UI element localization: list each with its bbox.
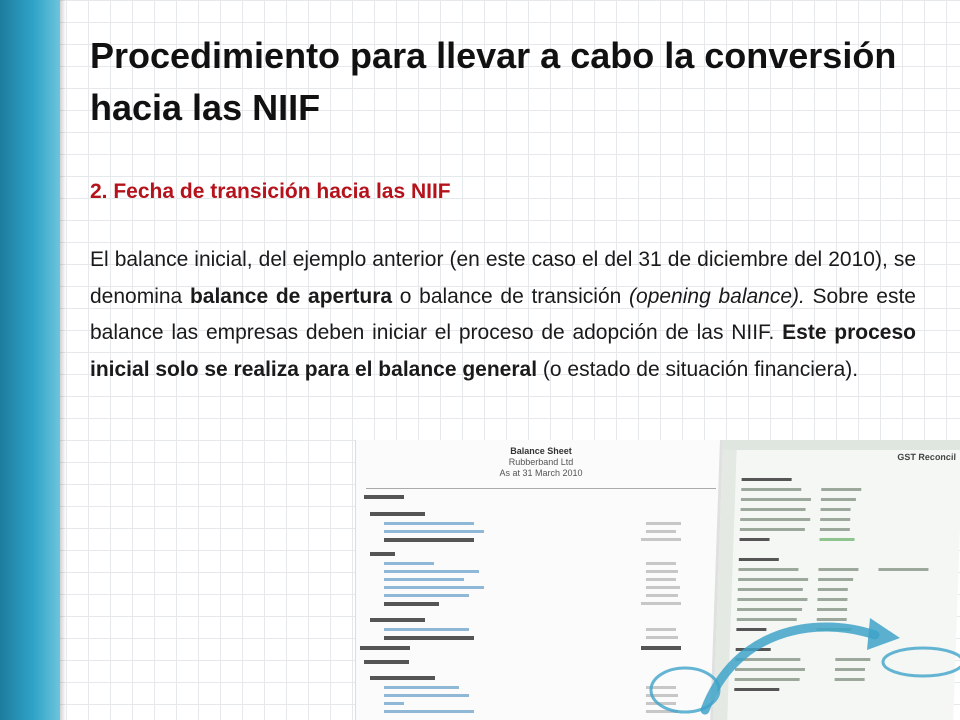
paragraph-bold-1: balance de apertura bbox=[189, 284, 393, 308]
balance-sheet-title: Balance Sheet bbox=[510, 446, 572, 456]
slide-title: Procedimiento para llevar a cabo la conversión hacia las NIIF bbox=[90, 35, 897, 128]
balance-sheet-date: As at 31 March 2010 bbox=[499, 468, 583, 478]
paragraph-text-4: (o estado de situación financiera). bbox=[537, 357, 859, 381]
annotation-arrow-icon bbox=[355, 440, 960, 720]
balance-sheet-company: Rubberband Ltd bbox=[508, 457, 574, 467]
paragraph-text-3: Sobre este balance las empresas deben iniciar el proceso de adopción de las NIIF. bbox=[90, 284, 916, 344]
paragraph-text-1: El balance inicial, del ejemplo anterior (en este caso el del 31 de diciembre del 2010), se denomina bbox=[90, 248, 916, 308]
section-subtitle: 2. Fecha de transición hacia las NIIF bbox=[90, 180, 451, 203]
paragraph-bold-2: Este proceso inicial solo se realiza para el balance general bbox=[90, 321, 916, 381]
spreadsheet-title: GST Reconcil bbox=[897, 452, 957, 462]
balance-sheet-collage-image bbox=[355, 440, 960, 720]
left-accent-band bbox=[0, 0, 60, 720]
body-paragraph bbox=[90, 242, 916, 388]
paragraph-italic-1: (opening balance). bbox=[629, 284, 805, 308]
paragraph-text-2: o balance de transición bbox=[392, 284, 630, 308]
